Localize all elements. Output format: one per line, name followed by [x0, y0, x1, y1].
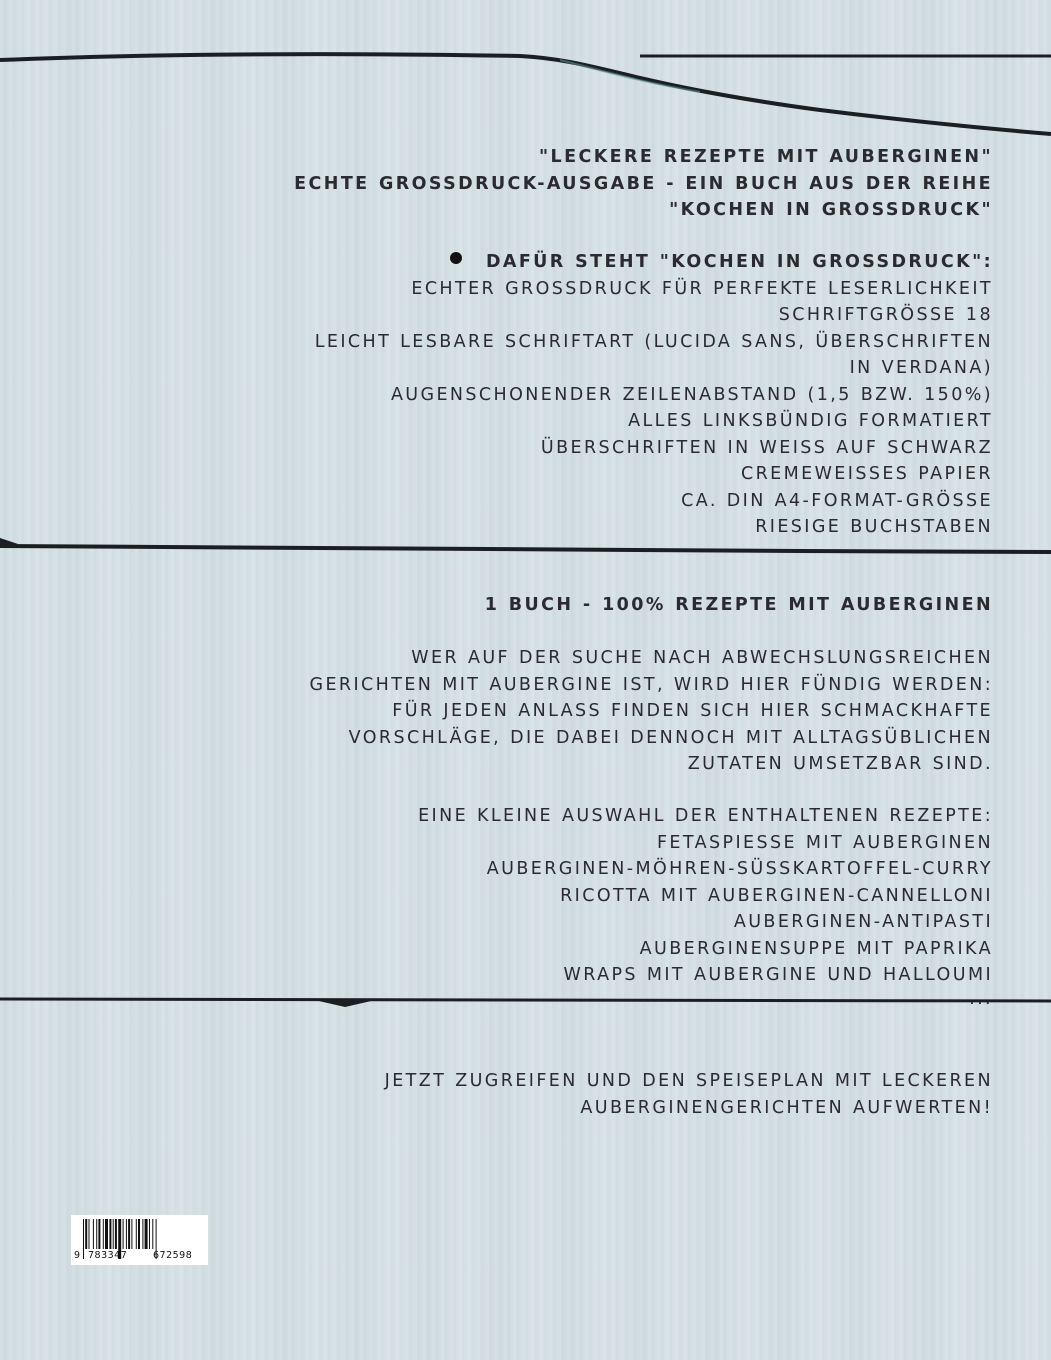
- recipe-item: AUBERGINENSUPPE MIT PAPRIKA: [639, 938, 993, 959]
- title-line: "KOCHEN IN GROSSDRUCK": [669, 200, 993, 220]
- recipes-block: [418, 803, 993, 1009]
- feature-item: ALLES LINKSBÜNDIG FORMATIERT: [628, 411, 993, 431]
- feature-item: SCHRIFTGRÖSSE 18: [778, 305, 993, 325]
- recipe-item: ...: [969, 988, 993, 1009]
- title-line: ECHTE GROSSDRUCK-AUSGABE - EIN BUCH AUS DER REIHE: [294, 173, 993, 194]
- recipe-item: FETASPIESSE MIT AUBERGINEN: [656, 832, 993, 853]
- closing-block: [385, 1068, 993, 1121]
- description-line: GERICHTEN MIT AUBERGINE IST, WIRD HIER FÜNDIG WERDEN:: [309, 674, 993, 695]
- closing-line: JETZT ZUGREIFEN UND DEN SPEISEPLAN MIT LECKEREN: [384, 1071, 993, 1091]
- feature-item: RIESIGE BUCHSTABEN: [755, 517, 993, 537]
- description-block: [310, 645, 993, 778]
- barcode-right-group: 672598: [153, 1250, 193, 1261]
- feature-item: AUGENSCHONENDER ZEILENABSTAND (1,5 BZW. 150%): [390, 384, 993, 405]
- feature-item: IN VERDANA): [849, 358, 993, 378]
- plank-crack-top: [0, 0, 1051, 140]
- feature-item: ÜBERSCHRIFTEN IN WEISS AUF SCHWARZ: [540, 437, 993, 458]
- description-line: FÜR JEDEN ANLASS FINDEN SICH HIER SCHMACKHAFTE: [392, 701, 993, 721]
- closing-line: AUBERGINENGERICHTEN AUFWERTEN!: [580, 1097, 993, 1118]
- description-line: WER AUF DER SUCHE NACH ABWECHSLUNGSREICHEN: [411, 648, 993, 668]
- feature-item: CA. DIN A4-FORMAT-GRÖSSE: [681, 490, 993, 511]
- plank-crack-middle: [0, 538, 1051, 568]
- feature-item: ECHTER GROSSDRUCK FÜR PERFEKTE LESERLICHKEIT: [411, 278, 993, 299]
- feature-item: LEICHT LESBARE SCHRIFTART (LUCIDA SANS, ÜBERSCHRIFTEN: [314, 331, 993, 352]
- description-line: ZUTATEN UMSETZBAR SIND.: [687, 754, 993, 774]
- recipe-item: AUBERGINEN-MÖHREN-SÜSSKARTOFFEL-CURRY: [486, 859, 993, 879]
- feature-item: CREMEWEISSES PAPIER: [741, 464, 993, 484]
- title-block: [294, 144, 993, 224]
- recipes-heading: EINE KLEINE AUSWAHL DER ENTHALTENEN REZEPTE:: [418, 806, 993, 826]
- section-heading: 1 BUCH - 100% REZEPTE MIT AUBERGINEN: [484, 595, 993, 615]
- recipe-item: AUBERGINEN-ANTIPASTI: [733, 912, 993, 932]
- features-block: [315, 249, 993, 541]
- recipe-item: WRAPS MIT AUBERGINE UND HALLOUMI: [563, 965, 993, 985]
- recipe-item: RICOTTA MIT AUBERGINEN-CANNELLONI: [560, 885, 993, 906]
- isbn-barcode: [71, 1215, 208, 1265]
- description-line: VORSCHLÄGE, DIE DABEI DENNOCH MIT ALLTAGSÜBLICHEN: [348, 727, 993, 748]
- barcode-first-digit: 9: [74, 1250, 81, 1261]
- features-heading: DAFÜR STEHT "KOCHEN IN GROSSDRUCK":: [315, 249, 993, 276]
- bullet-icon: [450, 252, 462, 264]
- title-line: "LECKERE REZEPTE MIT AUBERGINEN": [539, 147, 993, 167]
- barcode-left-group: 783347: [88, 1250, 128, 1261]
